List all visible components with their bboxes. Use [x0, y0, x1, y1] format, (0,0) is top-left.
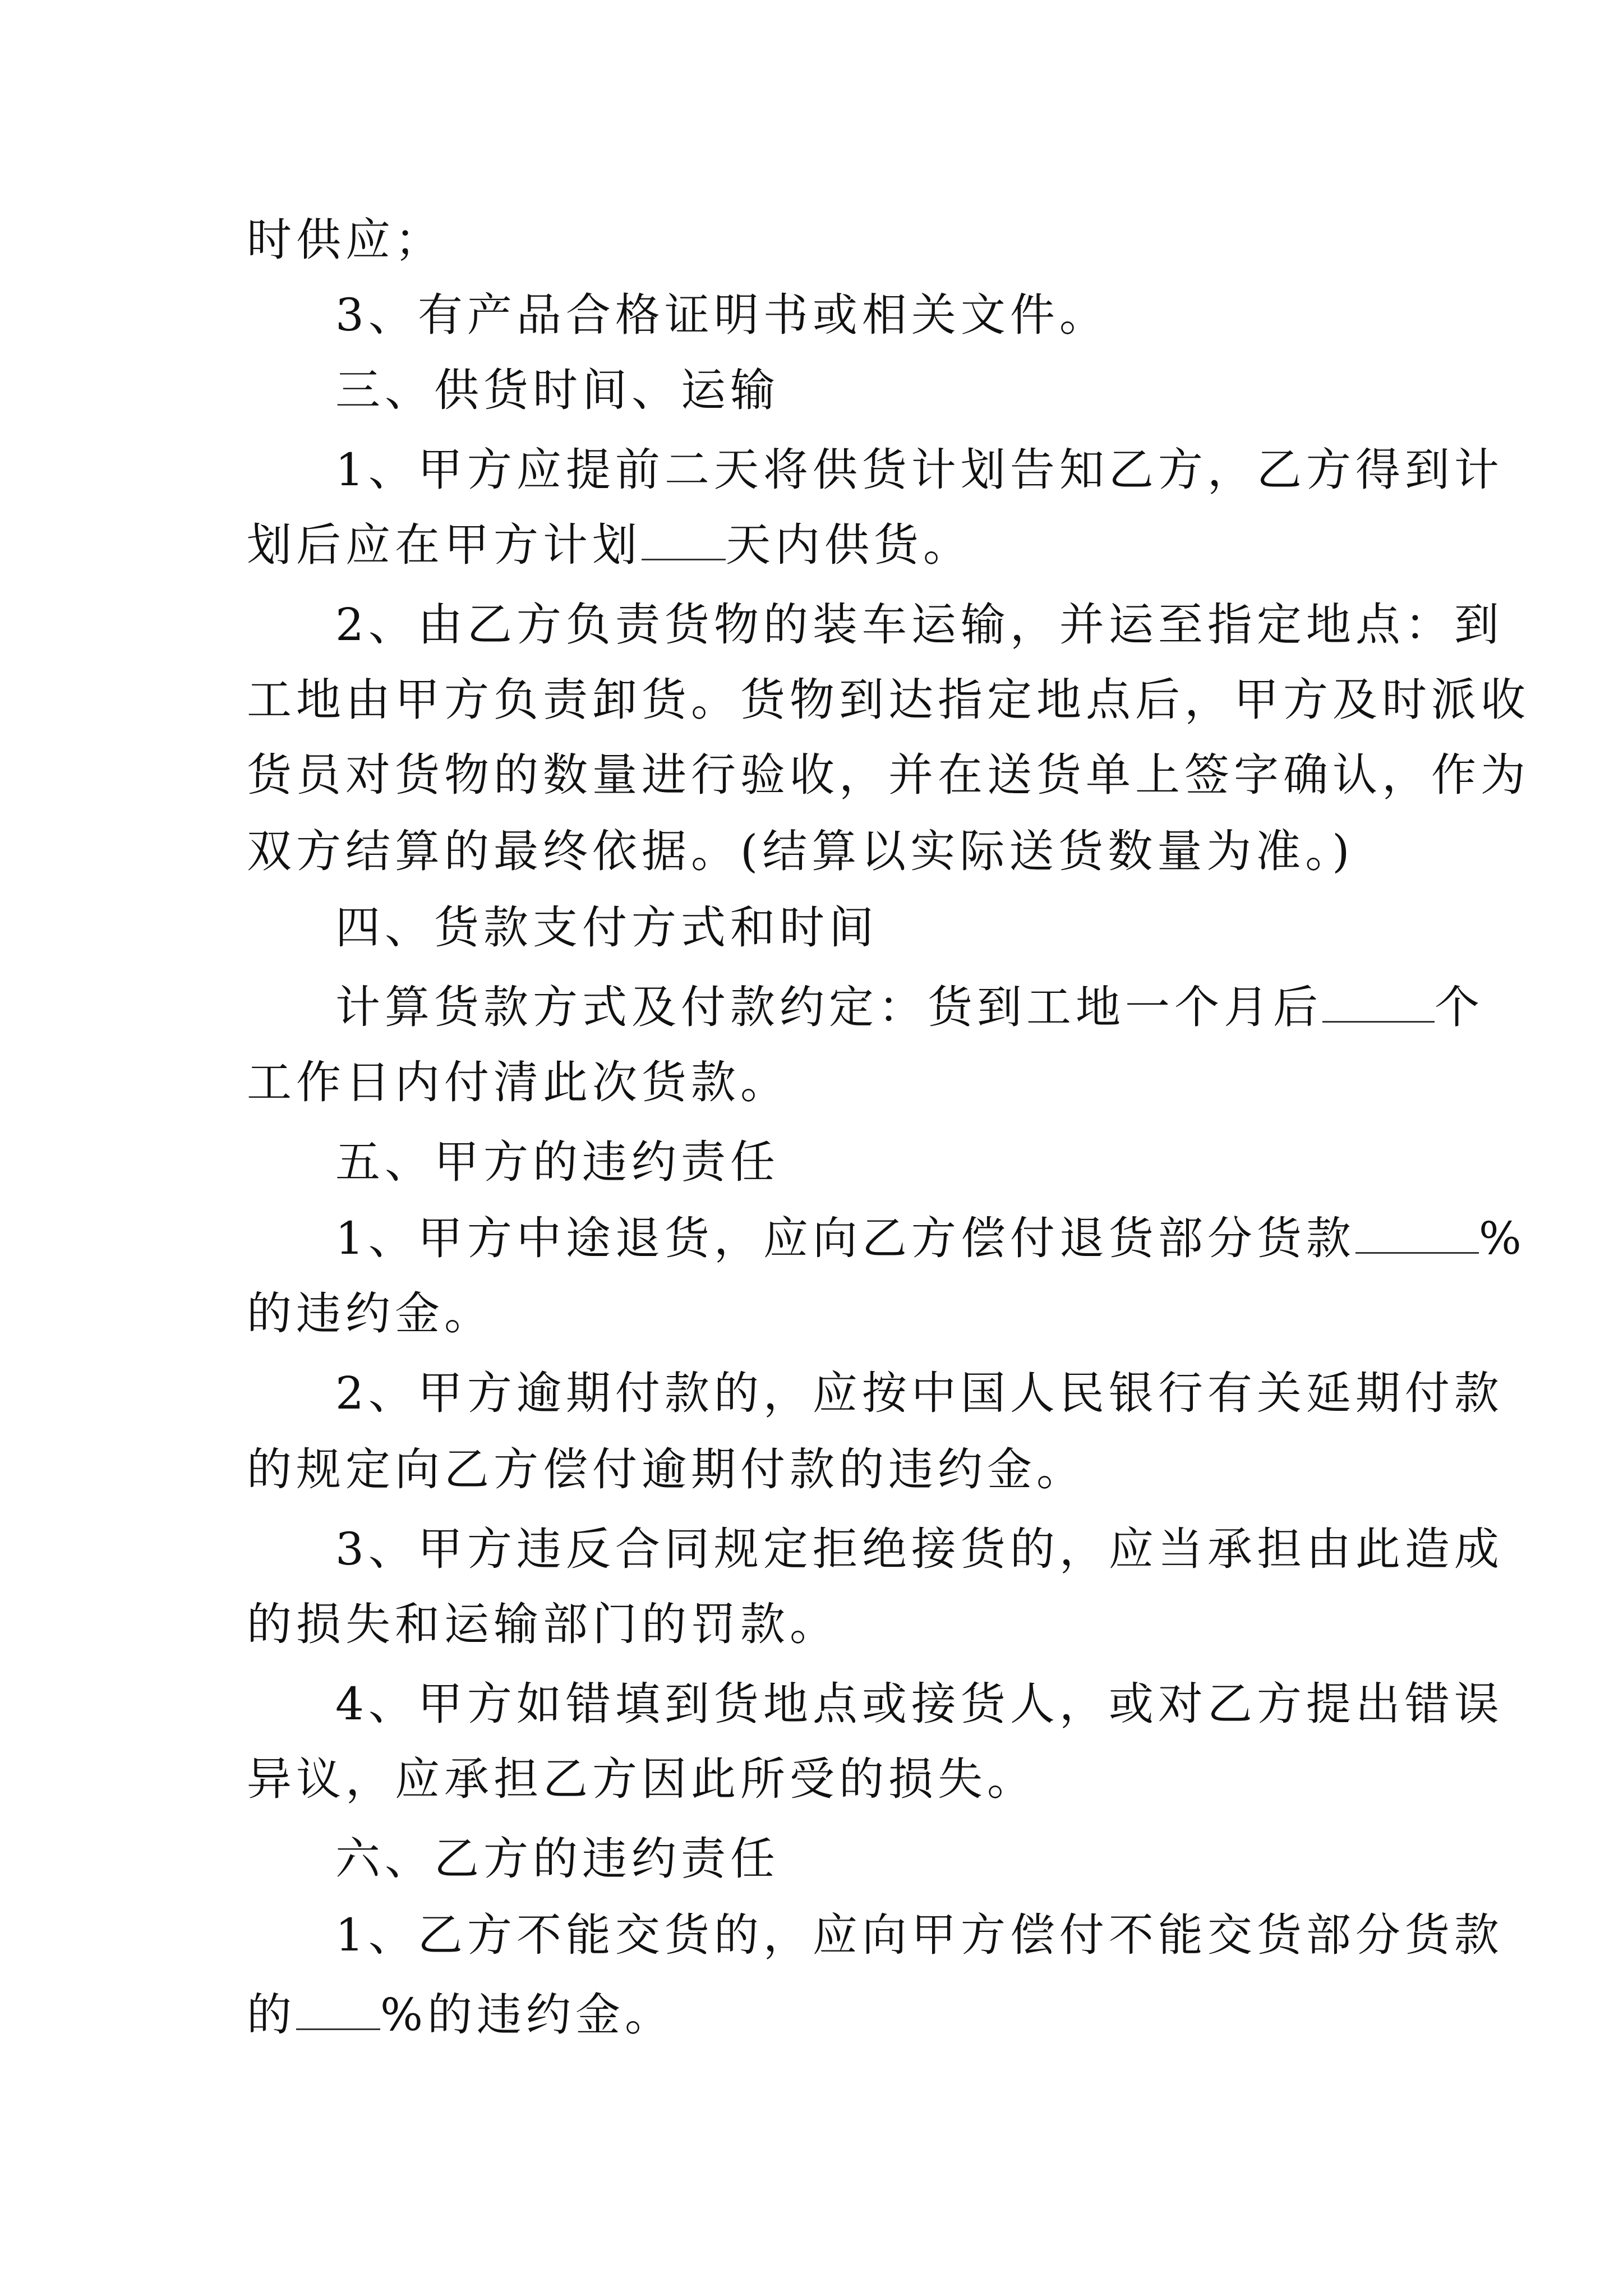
line-text: 1、乙方不能交货的，应向甲方偿付不能交货部分货款 [335, 1909, 1504, 1961]
text-line-21 [247, 1746, 1036, 1813]
text-line-5 [247, 512, 972, 579]
line-text: 四、货款支付方式和时间 [335, 901, 878, 954]
fill-in-blank [642, 519, 726, 560]
text-line-9 [247, 818, 1354, 885]
line-text: 4、甲方如错填到货地点或接货人，或对乙方提出错误 [335, 1678, 1504, 1730]
line-text: 工作日内付清此次货款。 [247, 1056, 790, 1108]
text-line-2 [335, 282, 1109, 349]
line-text: 2、由乙方负责货物的装车运输，并运至指定地点：到 [335, 599, 1504, 651]
line-text: 工地由甲方负责卸货。货物到达指定地点后，甲方及时派收 [247, 674, 1530, 726]
line-text-before-blank: 划后应在甲方计划 [247, 519, 642, 571]
line-text: 时供应； [247, 214, 444, 266]
section-heading-5 [335, 1129, 780, 1196]
line-text-after-blank: 天内供货。 [726, 519, 972, 571]
line-text: 三、供货时间、运输 [335, 364, 780, 416]
fill-in-blank [1355, 1213, 1479, 1254]
line-text: 的违约金。 [247, 1287, 494, 1340]
line-text: 3、有产品合格证明书或相关文件。 [335, 289, 1109, 341]
line-text: 六、乙方的违约责任 [335, 1833, 780, 1885]
text-line-11 [335, 974, 1484, 1041]
text-line-6 [335, 591, 1504, 659]
line-text: 五、甲方的违约责任 [335, 1136, 780, 1188]
text-line-1 [247, 206, 444, 274]
text-line-15 [247, 1280, 494, 1347]
section-heading-4 [335, 894, 878, 961]
text-line-24 [247, 1981, 674, 2049]
line-text: 异议，应承担乙方因此所受的损失。 [247, 1753, 1036, 1805]
line-text-after-blank: %的违约金。 [380, 1989, 675, 2041]
line-text-after-blank: % [1478, 1212, 1526, 1264]
line-text: 1、甲方应提前二天将供货计划告知乙方，乙方得到计 [335, 444, 1504, 496]
text-line-8 [247, 742, 1530, 809]
text-line-19 [247, 1591, 839, 1658]
text-line-16 [335, 1360, 1504, 1427]
line-text: 2、甲方逾期付款的，应按中国人民银行有关延期付款 [335, 1367, 1504, 1419]
line-text: 3、甲方违反合同规定拒绝接货的，应当承担由此造成 [335, 1523, 1504, 1575]
line-text-before-blank: 计算货款方式及付款约定：货到工地一个月后 [335, 981, 1322, 1033]
section-heading-6 [335, 1825, 780, 1893]
text-line-4 [335, 436, 1504, 504]
line-text: 双方结算的最终依据。(结算以实际送货数量为准。) [247, 825, 1354, 877]
line-text-before-blank: 1、甲方中途退货，应向乙方偿付退货部分货款 [335, 1212, 1355, 1264]
line-text-after-blank: 个 [1435, 981, 1484, 1033]
fill-in-blank [1322, 982, 1435, 1023]
section-heading-3 [335, 357, 780, 424]
text-line-14 [335, 1205, 1526, 1272]
text-line-18 [335, 1516, 1504, 1583]
line-text-before-blank: 的 [247, 1989, 296, 2041]
fill-in-blank [296, 1989, 380, 2030]
line-text: 货员对货物的数量进行验收，并在送货单上签字确认，作为 [247, 749, 1530, 801]
text-line-23 [335, 1902, 1504, 1969]
text-line-17 [247, 1436, 1086, 1503]
line-text: 的损失和运输部门的罚款。 [247, 1598, 839, 1650]
text-line-12 [247, 1049, 790, 1116]
text-line-20 [335, 1671, 1504, 1738]
line-text: 的规定向乙方偿付逾期付款的违约金。 [247, 1443, 1086, 1496]
text-line-7 [247, 666, 1530, 734]
